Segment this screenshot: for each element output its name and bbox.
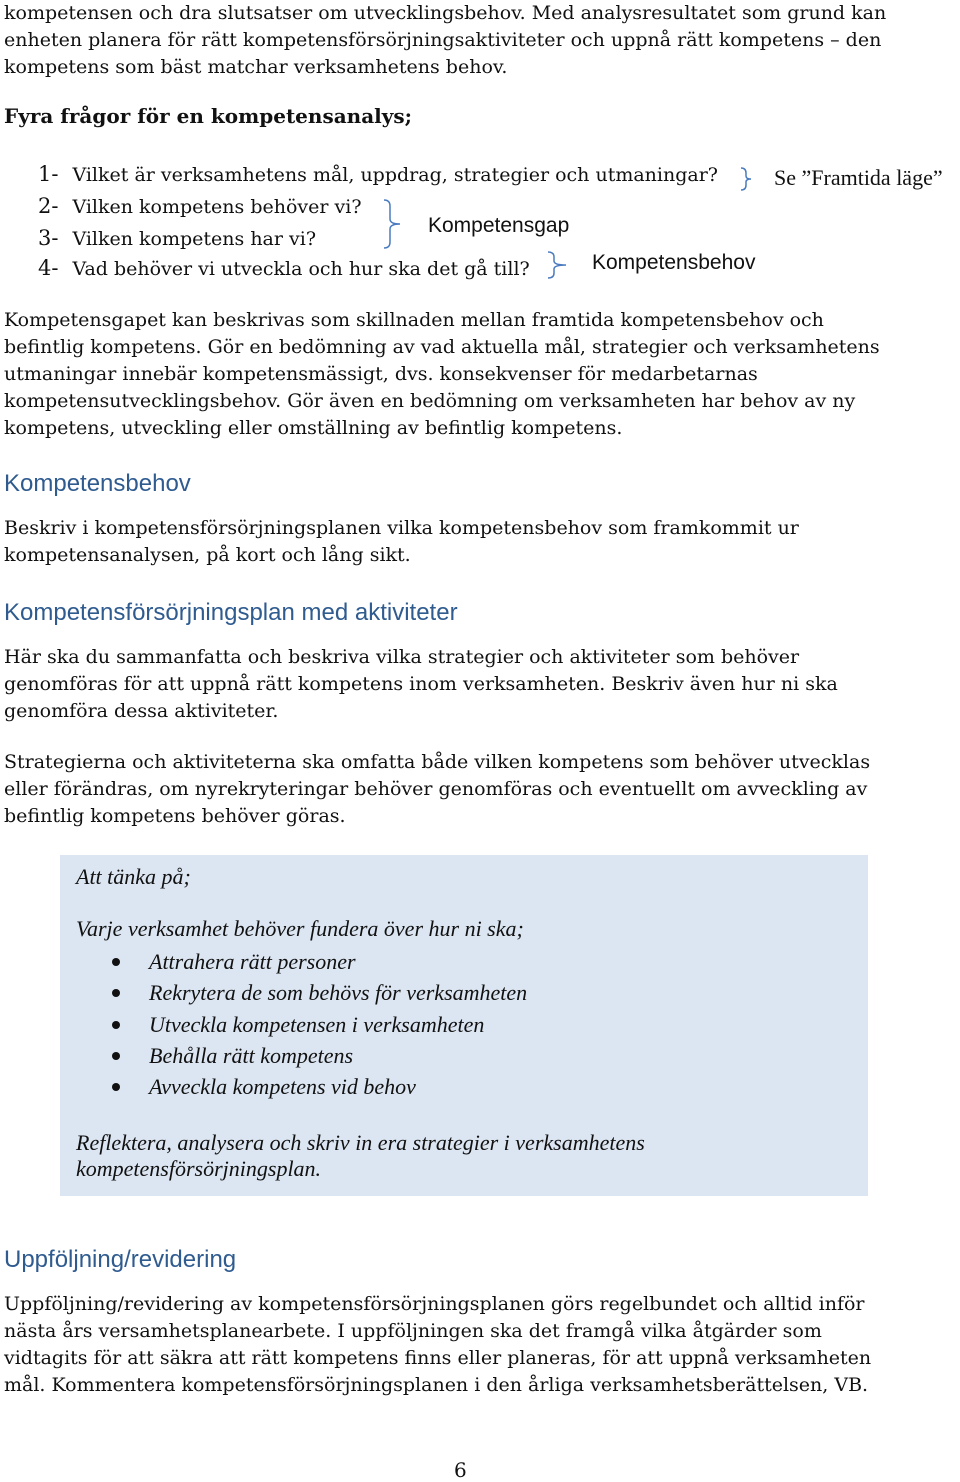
annotation-behov: Kompetensbehov (592, 251, 756, 274)
question-number: 1- (38, 162, 59, 186)
text-line: kompetens som bäst matchar verksamhetens behov. (4, 56, 508, 78)
callout-closing-line: kompetensförsörjningsplan. (76, 1156, 322, 1181)
followup-paragraph (4, 1291, 954, 1399)
list-item-text: Behålla rätt kompetens (149, 1042, 354, 1068)
text-line: Uppföljning/revidering av kompetensförsörjningsplanen görs regelbundet och alltid inför (4, 1293, 865, 1315)
section-heading-followup: Uppföljning/revidering (4, 1246, 237, 1273)
text-line: enheten planera för rätt kompetensförsörjningsaktiviteter och uppnå rätt kompetens – den (4, 29, 882, 51)
plan-paragraph-2 (4, 749, 954, 830)
text-line: nästa års versamhetsplanearbete. I uppföljningen ska det framgå vilka åtgärder som (4, 1320, 822, 1342)
behov-paragraph (4, 515, 954, 569)
list-item (76, 1071, 527, 1102)
text-line: befintlig kompetens behöver göras. (4, 805, 346, 827)
section-heading-behov: Kompetensbehov (4, 470, 191, 497)
text-line: Beskriv i kompetensförsörjningsplanen vilka kompetensbehov som framkommit ur (4, 517, 799, 539)
text-line: kompetensen och dra slutsatser om utvecklingsbehov. Med analysresultatet som grund kan (4, 2, 887, 24)
text-line: genomföras för att uppnå rätt kompetens inom verksamheten. Beskriv även hur ni ska (4, 673, 838, 695)
callout-list (76, 946, 527, 1102)
question-text: Vilket är verksamhetens mål, uppdrag, strategier och utmaningar? (72, 164, 718, 186)
bullet-icon (112, 989, 120, 997)
plan-paragraph-1 (4, 644, 954, 725)
question-text: Vilken kompetens har vi? (72, 228, 317, 250)
text-line: eller förändras, om nyrekryteringar behöver genomföras och eventuellt om avveckling av (4, 778, 868, 800)
text-line: kompetensutvecklingsbehov. Gör även en bedömning om verksamheten har behov av ny (4, 390, 856, 412)
gap-paragraph (4, 307, 954, 442)
bullet-icon (112, 1083, 120, 1091)
text-line: kompetensanalysen, på kort och lång sikt. (4, 544, 411, 566)
question-number: 2- (38, 194, 59, 218)
question-item-4 (38, 256, 530, 280)
question-item-2 (38, 194, 362, 218)
bullet-icon (112, 1021, 120, 1029)
list-item (76, 946, 527, 977)
list-item-text: Avveckla kompetens vid behov (149, 1074, 416, 1100)
text-line: vidtagits för att säkra att rätt kompetens finns eller planeras, för att uppnå verksamheten (4, 1347, 872, 1369)
annotation-framtida: Se ”Framtida läge” (774, 165, 943, 190)
brace-icon (544, 250, 570, 280)
intro-paragraph (4, 0, 954, 81)
question-item-1 (38, 162, 718, 186)
section-heading-plan: Kompetensförsörjningsplan med aktiviteter (4, 599, 458, 626)
question-number: 4- (38, 256, 59, 280)
questions-title: Fyra frågor för en kompetensanalys; (4, 104, 413, 128)
callout-closing-line: Reflektera, analysera och skriv in era strategier i verksamhetens (76, 1130, 645, 1155)
annotation-gap: Kompetensgap (428, 214, 570, 237)
text-line: Kompetensgapet kan beskrivas som skillnaden mellan framtida kompetensbehov och (4, 309, 824, 331)
callout-box (60, 855, 868, 1196)
question-item-3 (38, 226, 316, 250)
text-line: genomföra dessa aktiviteter. (4, 700, 279, 722)
text-line: utmaningar innebär kompetensmässigt, dvs. konsekvenser för medarbetarnas (4, 363, 758, 385)
question-number: 3- (38, 226, 59, 250)
text-line: befintlig kompetens. Gör en bedömning av vad aktuella mål, strategier och verksamhetens (4, 336, 880, 358)
callout-intro: Varje verksamhet behöver fundera över hur ni ska; (76, 916, 524, 941)
text-line: Här ska du sammanfatta och beskriva vilka strategier och aktiviteter som behöver (4, 646, 800, 668)
page-number: 6 (454, 1458, 467, 1482)
text-line: Strategierna och aktiviteterna ska omfatta både vilken kompetens som behöver utvecklas (4, 751, 871, 773)
text-line: kompetens, utveckling eller omställning av befintlig kompetens. (4, 417, 623, 439)
question-text: Vad behöver vi utveckla och hur ska det gå till? (72, 258, 530, 280)
question-text: Vilken kompetens behöver vi? (72, 196, 362, 218)
brace-icon (738, 166, 754, 192)
list-item (76, 1009, 527, 1040)
list-item-text: Rekrytera de som behövs för verksamheten (149, 980, 528, 1006)
list-item (76, 977, 527, 1008)
callout-title: Att tänka på; (76, 864, 191, 889)
list-item-text: Attrahera rätt personer (149, 949, 356, 974)
list-item-text: Utveckla kompetensen i verksamheten (149, 1011, 485, 1037)
list-item (76, 1040, 527, 1071)
bullet-icon (112, 1052, 120, 1060)
brace-icon (380, 198, 404, 250)
text-line: mål. Kommentera kompetensförsörjningsplanen i den årliga verksamhetsberättelsen, VB. (4, 1374, 869, 1396)
bullet-icon (112, 958, 120, 966)
